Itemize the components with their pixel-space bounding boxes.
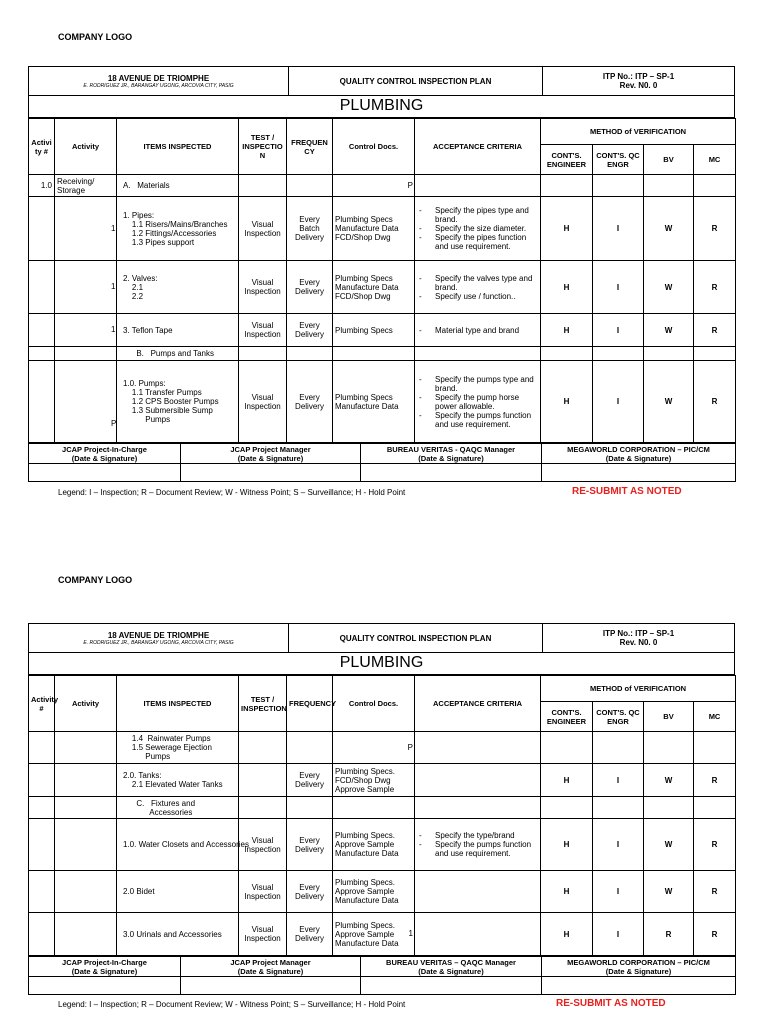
header-items-inspected: ITEMS INSPECTED (117, 119, 239, 175)
conts-engineer-cell: H (541, 913, 593, 956)
date-signature-label: (Date & Signature) (71, 453, 138, 463)
header-conts-qc-engr: CONT'S. QC ENGR (593, 702, 644, 732)
activity-cell (55, 819, 117, 871)
header-test-inspection: TEST / INSPECTIO N (239, 119, 287, 175)
jcap-project-in-charge-header (29, 957, 181, 977)
conts-qc-cell: I (593, 261, 644, 314)
header-bv: BV (644, 702, 694, 732)
conts-engineer-cell: H (541, 261, 593, 314)
conts-engineer-cell: H (541, 871, 593, 913)
test-inspection-cell (239, 797, 287, 819)
mc-cell: R (694, 764, 736, 797)
frequency-cell: Every Delivery (287, 314, 333, 347)
control-docs-cell (333, 819, 415, 871)
item-line: A. Materials (123, 181, 170, 190)
mc-cell: R (694, 871, 736, 913)
control-docs-text: Plumbing Specs. Approve Sample Manufacture Data (335, 920, 399, 948)
item-line: 2.0 Bidet (123, 887, 155, 896)
header-conts-qc-engr: CONT'S. QC ENGR (593, 145, 644, 175)
item-line: 1.3 Pipes support (123, 237, 195, 247)
item-line: 2. Valves: (123, 273, 158, 283)
control-docs-text: Plumbing Specs (335, 325, 393, 335)
criteria-item: - Specify the pump horse power allowable. (417, 393, 538, 411)
jcap-project-manager-header (181, 957, 361, 977)
bv-cell (644, 175, 694, 197)
item-line: B. Pumps and Tanks (123, 349, 215, 358)
bureau-veritas-signature-field[interactable] (361, 977, 542, 995)
test-inspection-cell: Visual Inspection (239, 871, 287, 913)
item-line: 2.0. Tanks: (123, 771, 162, 780)
jcap-project-in-charge-signature-field[interactable] (29, 464, 181, 482)
bureau-veritas-signature-field[interactable] (361, 464, 542, 482)
table-row (29, 361, 736, 443)
inspection-table (28, 675, 736, 956)
megaworld-pic-cm-header (542, 444, 736, 464)
header-items-inspected: ITEMS INSPECTED (117, 676, 239, 732)
item-line: 1.4 Rainwater Pumps (123, 734, 211, 743)
control-docs-text: Plumbing Specs. FCD/Shop Dwg Approve Sample (335, 766, 396, 794)
megaworld-pic-cm-label: MEGAWORLD CORPORATION – PIC/CM (567, 957, 710, 967)
acceptance-criteria-cell (415, 175, 541, 197)
table-row (29, 261, 736, 314)
header-bv: BV (644, 145, 694, 175)
criteria-item: - Specify the size diameter. (417, 224, 538, 233)
items-inspected-cell (111, 197, 239, 261)
jcap-project-in-charge-label: JCAP Project-In-Charge (62, 444, 147, 454)
revision-number: Rev. N0. 0 (619, 638, 658, 647)
acceptance-criteria-cell (415, 732, 541, 764)
criteria-item: - Specify the pipes type and brand. (417, 206, 538, 224)
header-frequency: FREQUENCY (287, 676, 333, 732)
activity-cell (55, 261, 117, 314)
activity-number-cell: 1.0 (29, 175, 55, 197)
test-inspection-cell: Visual Inspection (239, 314, 287, 347)
conts-engineer-cell (541, 347, 593, 361)
revision-number: Rev. N0. 0 (619, 81, 658, 90)
test-inspection-cell: Visual Inspection (239, 361, 287, 443)
bureau-veritas-qaqc-manager-label: BUREAU VERITAS - QAQC Manager (386, 444, 516, 454)
activity-cell (55, 913, 117, 956)
control-docs-text: Plumbing Specs. Approve Sample Manufacture Data (335, 831, 399, 858)
bv-cell: W (644, 197, 694, 261)
cell-marker: P (407, 180, 413, 190)
control-docs-text: Plumbing Specs. Approve Sample Manufacture Data (335, 878, 399, 905)
mc-cell (694, 732, 736, 764)
activity-number-cell (29, 361, 55, 443)
acceptance-criteria-cell (415, 819, 541, 871)
acceptance-criteria-cell (415, 871, 541, 913)
frequency-cell (287, 347, 333, 361)
items-inspected-cell (117, 347, 239, 361)
table-row (29, 797, 736, 819)
control-docs-text: Plumbing Specs Manufacture Data (335, 392, 399, 411)
jcap-project-manager-signature-field[interactable] (181, 977, 361, 995)
acceptance-criteria-cell (415, 361, 541, 443)
conts-qc-cell (593, 347, 644, 361)
acceptance-criteria-cell (415, 347, 541, 361)
criteria-item: - Specify use / function.. (417, 292, 538, 301)
item-line: 1.1 Risers/Mains/Branches (123, 219, 228, 229)
test-inspection-cell (239, 347, 287, 361)
plan-title-block (289, 624, 543, 652)
megaworld-pic-cm-header (542, 957, 736, 977)
conts-engineer-cell (541, 732, 593, 764)
conts-engineer-cell: H (541, 197, 593, 261)
bv-cell (644, 732, 694, 764)
header-method-of-verification: METHOD of VERIFICATION (541, 119, 736, 145)
items-inspected-cell (117, 871, 239, 913)
criteria-item: - Specify the valves type and brand. (417, 274, 538, 292)
conts-engineer-cell: H (541, 314, 593, 347)
header-mc: MC (694, 702, 736, 732)
item-line: Pumps (123, 415, 171, 424)
bv-cell: W (644, 314, 694, 347)
row-marker: P (111, 419, 117, 428)
mc-cell: R (694, 314, 736, 347)
activity-cell: Receiving/ Storage (55, 175, 117, 197)
discipline-title: PLUMBING (28, 653, 735, 675)
activity-cell (55, 314, 117, 347)
company-logo-placeholder: COMPANY LOGO (58, 32, 133, 42)
control-docs-cell (333, 347, 415, 361)
activity-cell (55, 361, 117, 443)
plan-title-block (289, 67, 543, 95)
control-docs-cell (333, 261, 415, 314)
acceptance-criteria-cell (415, 197, 541, 261)
bv-cell: W (644, 764, 694, 797)
control-docs-cell (333, 314, 415, 347)
jcap-project-in-charge-label: JCAP Project-In-Charge (62, 957, 147, 967)
date-signature-label: (Date & Signature) (418, 453, 484, 463)
bv-cell: W (644, 871, 694, 913)
control-docs-cell (333, 913, 415, 956)
header-activity-number: Activi ty # (29, 119, 55, 175)
frequency-cell: Every Delivery (287, 764, 333, 797)
item-line: 1.0. Pumps: (123, 379, 166, 388)
date-signature-label: (Date & Signature) (237, 453, 304, 463)
items-inspected-cell (117, 764, 239, 797)
form-header (28, 66, 735, 96)
table-row (29, 871, 736, 913)
criteria-item: - Specify the pumps function and use requirement. (417, 840, 538, 858)
items-inspected-cell (117, 913, 239, 956)
items-inspected-cell (117, 819, 249, 871)
header-method-of-verification: METHOD of VERIFICATION (541, 676, 736, 702)
test-inspection-cell: Visual Inspection (239, 913, 287, 956)
control-docs-text: Plumbing Specs Manufacture Data FCD/Shop Dwg (335, 215, 399, 242)
activity-number-cell (29, 797, 55, 819)
conts-qc-cell: I (593, 361, 644, 443)
item-line: 1.2 Fittings/Accessories (123, 228, 217, 238)
bv-cell: W (644, 361, 694, 443)
activity-cell (55, 797, 117, 819)
activity-cell (55, 732, 117, 764)
conts-engineer-cell: H (541, 764, 593, 797)
legend: Legend: I – Inspection; R – Document Review; W - Witness Point; S – Surveillance; H - Hold Point (58, 488, 406, 497)
mc-cell (694, 347, 736, 361)
activity-cell (55, 197, 117, 261)
form-header (28, 623, 735, 653)
test-inspection-cell: Visual Inspection (239, 197, 287, 261)
itp-block (543, 67, 734, 95)
frequency-cell (287, 732, 333, 764)
conts-qc-cell (593, 732, 644, 764)
activity-number-cell (29, 819, 55, 871)
project-name: 18 AVENUE DE TRIOMPHE (107, 630, 210, 640)
criteria-item: - Specify the pumps function and use requirement. (417, 411, 538, 429)
table-row (29, 314, 736, 347)
conts-qc-cell (593, 797, 644, 819)
bv-cell (644, 797, 694, 819)
itp-form (28, 623, 735, 995)
frequency-cell: Every Batch Delivery (287, 197, 333, 261)
item-line: 1.5 Sewerage Ejection (123, 743, 212, 752)
control-docs-cell (333, 732, 415, 764)
activity-number-cell (29, 913, 55, 956)
item-line: 1.0. Water Closets and Accessories (123, 840, 249, 849)
signature-block (28, 956, 736, 995)
date-signature-label: (Date & Signature) (605, 453, 672, 463)
items-inspected-cell (117, 732, 239, 764)
header-control-docs: Control Docs. (333, 119, 415, 175)
bureau-veritas-qaqc-manager-header (361, 957, 542, 977)
legend: Legend: I – Inspection; R – Document Review; W - Witness Point; S – Surveillance; H - Hold Point (58, 1000, 406, 1009)
item-line: 2.1 (123, 282, 144, 292)
jcap-project-manager-signature-field[interactable] (181, 464, 361, 482)
header-frequency: FREQUEN CY (287, 119, 333, 175)
criteria-item: - Specify the pumps type and brand. (417, 375, 538, 393)
item-line: Pumps (123, 752, 171, 761)
item-line: 1.2 CPS Booster Pumps (123, 397, 219, 406)
conts-qc-cell: I (593, 913, 644, 956)
mc-cell (694, 175, 736, 197)
item-line: 3.0 Urinals and Accessories (123, 929, 222, 939)
activity-number-cell (29, 347, 55, 361)
activity-number-cell (29, 732, 55, 764)
activity-number-cell (29, 314, 55, 347)
date-signature-label: (Date & Signature) (418, 966, 484, 976)
date-signature-label: (Date & Signature) (605, 966, 672, 976)
frequency-cell: Every Delivery (287, 819, 333, 871)
header-mc: MC (694, 145, 736, 175)
control-docs-cell (333, 764, 415, 797)
conts-qc-cell: I (593, 764, 644, 797)
jcap-project-manager-header (181, 444, 361, 464)
test-inspection-cell (239, 764, 287, 797)
header-control-docs: Control Docs. (333, 676, 415, 732)
item-line: 3. Teflon Tape (123, 325, 173, 335)
items-inspected-cell (117, 797, 239, 819)
frequency-cell: Every Delivery (287, 913, 333, 956)
table-row (29, 197, 736, 261)
item-line: C. Fixtures and (123, 798, 196, 808)
header-activity: Activity (55, 676, 117, 732)
jcap-project-manager-label: JCAP Project Manager (230, 957, 311, 967)
conts-engineer-cell (541, 797, 593, 819)
company-logo-placeholder: COMPANY LOGO (58, 575, 133, 585)
item-line: 1. Pipes: (123, 210, 155, 220)
plan-title: QUALITY CONTROL INSPECTION PLAN (339, 633, 492, 643)
frequency-cell (287, 175, 333, 197)
control-docs-cell (333, 175, 415, 197)
test-inspection-cell (239, 175, 287, 197)
table-row (29, 913, 736, 956)
acceptance-criteria-cell (415, 913, 541, 956)
frequency-cell: Every Delivery (287, 871, 333, 913)
header-acceptance-criteria: ACCEPTANCE CRITERIA (415, 676, 541, 732)
item-line: 2.1 Elevated Water Tanks (123, 780, 223, 789)
project-address: E. RODRIGUEZ JR., BARANGAY UGONG, ARCOVIA CITY, PASIG (83, 82, 234, 89)
row-marker: 1 (111, 325, 116, 334)
control-docs-text: Plumbing Specs Manufacture Data FCD/Shop Dwg (335, 273, 399, 301)
bv-cell: W (644, 819, 694, 871)
conts-engineer-cell: H (541, 819, 593, 871)
acceptance-criteria-cell (415, 764, 541, 797)
activity-number-cell (29, 871, 55, 913)
table-row (29, 764, 736, 797)
frequency-cell (287, 797, 333, 819)
mc-cell (694, 797, 736, 819)
item-line: 1.3 Submersible Sump (123, 406, 213, 415)
header-activity: Activity (55, 119, 117, 175)
itp-block (543, 624, 734, 652)
itp-number: ITP No.: ITP – SP-1 (602, 629, 675, 638)
megaworld-pic-cm-label: MEGAWORLD CORPORATION – PIC/CM (567, 444, 710, 454)
table-row (29, 175, 736, 197)
mc-cell: R (694, 361, 736, 443)
project-block (29, 67, 289, 95)
table-row (29, 347, 736, 361)
frequency-cell: Every Delivery (287, 261, 333, 314)
acceptance-criteria-cell (415, 261, 541, 314)
conts-qc-cell: I (593, 197, 644, 261)
items-inspected-cell (111, 261, 239, 314)
frequency-cell: Every Delivery (287, 361, 333, 443)
header-conts-engineer: CONT'S. ENGINEER (541, 145, 593, 175)
bv-cell: R (644, 913, 694, 956)
control-docs-cell (333, 361, 415, 443)
table-row (29, 732, 736, 764)
plan-title: QUALITY CONTROL INSPECTION PLAN (339, 76, 492, 86)
header-conts-engineer: CONT'S. ENGINEER (541, 702, 593, 732)
jcap-project-in-charge-signature-field[interactable] (29, 977, 181, 995)
test-inspection-cell: Visual Inspection (239, 261, 287, 314)
mc-cell: R (694, 197, 736, 261)
megaworld-signature-field[interactable] (542, 977, 736, 995)
criteria-item: - Specify the type/brand (417, 831, 538, 840)
bureau-veritas-qaqc-manager-label: BUREAU VERITAS – QAQC Manager (386, 957, 516, 967)
itp-form (28, 66, 735, 482)
activity-cell (55, 764, 117, 797)
test-inspection-cell: Visual Inspection (239, 819, 287, 871)
control-docs-cell (333, 197, 415, 261)
acceptance-criteria-cell (415, 797, 541, 819)
control-docs-cell (333, 797, 415, 819)
items-inspected-cell (117, 175, 239, 197)
jcap-project-manager-label: JCAP Project Manager (230, 444, 311, 454)
row-marker: 1 (111, 282, 116, 291)
signature-block (28, 443, 736, 482)
activity-number-cell (29, 764, 55, 797)
header-activity-number: Activity # (29, 676, 55, 732)
date-signature-label: (Date & Signature) (237, 966, 304, 976)
header-acceptance-criteria: ACCEPTANCE CRITERIA (415, 119, 541, 175)
test-inspection-cell (239, 732, 287, 764)
conts-engineer-cell (541, 175, 593, 197)
cell-marker: 1 (408, 929, 413, 938)
item-line: Accessories (123, 807, 193, 817)
project-block (29, 624, 289, 652)
conts-qc-cell: I (593, 314, 644, 347)
item-line: 2.2 (123, 291, 144, 301)
conts-engineer-cell: H (541, 361, 593, 443)
itp-number: ITP No.: ITP – SP-1 (602, 72, 675, 81)
activity-number-cell (29, 261, 55, 314)
resubmit-stamp: RE-SUBMIT AS NOTED (572, 486, 682, 497)
items-inspected-cell (111, 314, 239, 347)
conts-qc-cell (593, 175, 644, 197)
bv-cell: W (644, 261, 694, 314)
table-row (29, 819, 736, 871)
resubmit-stamp: RE-SUBMIT AS NOTED (556, 998, 666, 1009)
criteria-item: - Specify the pipes function and use requirement. (417, 233, 538, 251)
conts-qc-cell: I (593, 871, 644, 913)
activity-number-cell (29, 197, 55, 261)
bureau-veritas-qaqc-manager-header (361, 444, 542, 464)
bv-cell (644, 347, 694, 361)
activity-cell (55, 871, 117, 913)
control-docs-cell (333, 871, 415, 913)
project-name: 18 AVENUE DE TRIOMPHE (107, 73, 210, 83)
mc-cell: R (694, 819, 736, 871)
item-line: 1.1 Transfer Pumps (123, 388, 202, 397)
date-signature-label: (Date & Signature) (71, 966, 138, 976)
discipline-title: PLUMBING (28, 96, 735, 118)
criteria-item: - Material type and brand (417, 326, 538, 335)
activity-cell (55, 347, 117, 361)
row-marker: 1 (111, 223, 116, 233)
conts-qc-cell: I (593, 819, 644, 871)
jcap-project-in-charge-header (29, 444, 181, 464)
mc-cell: R (694, 913, 736, 956)
header-test-inspection: TEST / INSPECTION (239, 676, 287, 732)
acceptance-criteria-cell (415, 314, 541, 347)
cell-marker: P (407, 742, 413, 752)
project-address: E. RODRIGUEZ JR., BARANGAY UGONG, ARCOVIA CITY, PASIG (83, 639, 234, 646)
inspection-table (28, 118, 736, 443)
megaworld-signature-field[interactable] (542, 464, 736, 482)
items-inspected-cell (111, 361, 239, 443)
mc-cell: R (694, 261, 736, 314)
